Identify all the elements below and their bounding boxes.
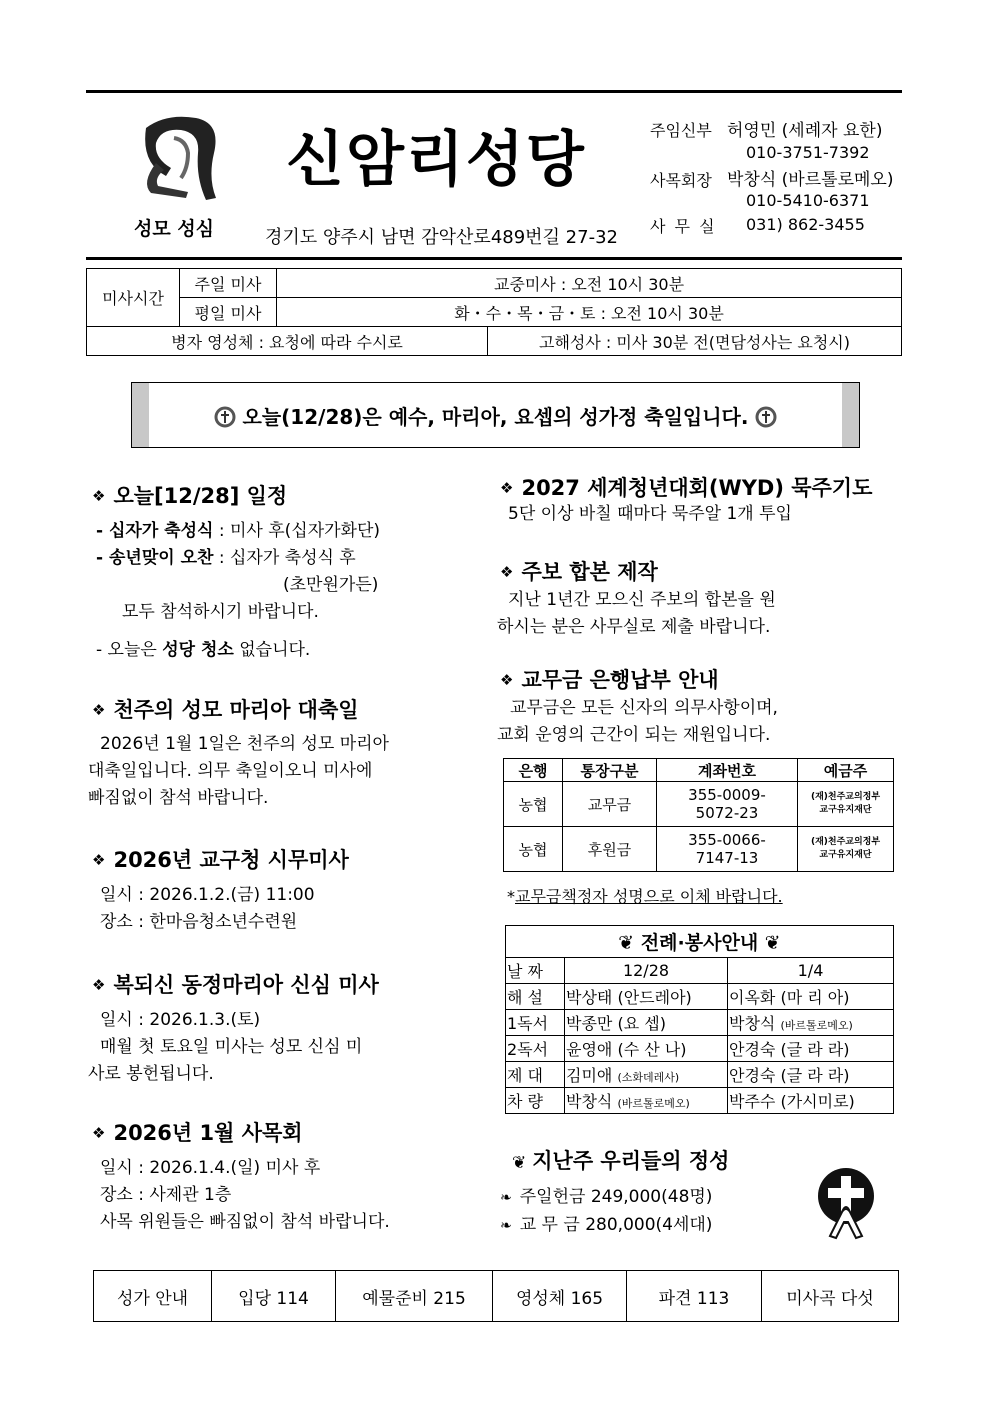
table-row: 차 량 박창식 (바르톨로메오) 박주수 (가시미로) (506, 1088, 894, 1114)
weekday-mass-value: 화・수・목・금・토 : 오전 10시 30분 (277, 298, 902, 327)
confession-info: 고해성사 : 미사 30분 전(면담성사는 요청시) (488, 327, 902, 356)
cross-medallion-icon (214, 406, 236, 428)
weekday-mass-label: 평일 미사 (180, 298, 277, 327)
council-meeting-line2: 장소 : 사제관 1층 (100, 1185, 232, 1205)
section-heading-bulletin-book: ❖ 주보 합본 제작 (500, 560, 658, 584)
bank-account-table (503, 758, 894, 872)
council-meeting-line1: 일시 : 2026.1.4.(일) 미사 후 (100, 1158, 321, 1178)
banner-text: 오늘(12/28)은 예수, 마리아, 요셉의 성가정 축일입니다. (242, 405, 749, 429)
today-line5: - 오늘은 성당 청소 없습니다. (96, 640, 311, 660)
hymn-mass-setting: 미사곡 다섯 (762, 1271, 899, 1322)
solemnity-line1: 2026년 1월 1일은 천주의 성모 마리아 (100, 734, 389, 754)
diamond-bullet-icon: ❖ (92, 701, 106, 719)
section-heading-council-meeting: ❖ 2026년 1월 사목회 (92, 1121, 303, 1145)
emblem-caption: 성모 성심 (134, 218, 215, 240)
liturgy-heading: ❦ 전례·봉사안내 ❦ (506, 926, 894, 958)
header-rule (86, 257, 902, 260)
diamond-bullet-icon: ❖ (92, 851, 106, 869)
diamond-bullet-icon: ❖ (500, 563, 514, 581)
liturgy-date-1: 12/28 (565, 958, 728, 984)
section-heading-first-saturday: ❖ 복되신 동정마리아 신심 미사 (92, 973, 379, 997)
sacred-heart-emblem (126, 108, 226, 208)
table-row: 해 설 박상태 (안드레아) 이옥화 (마 리 아) (506, 984, 894, 1010)
hymn-entrance: 입당 114 (212, 1271, 336, 1322)
fleuron-icon: ❦ (618, 932, 635, 954)
council-name: 박창식 (바르톨로메오) (727, 170, 894, 190)
bank-name: 농협 (504, 782, 563, 827)
leaf-bullet-icon: ❧ (500, 1190, 512, 1206)
table-row (504, 782, 894, 827)
bank-header-account: 계좌번호 (657, 759, 798, 782)
mass-schedule-table (86, 268, 902, 356)
table-row (504, 827, 894, 872)
fleuron-icon: ❦ (512, 1153, 527, 1173)
table-row: 1독서 박종만 (요 셉) 박창식 (바르톨로메오) (506, 1010, 894, 1036)
pastor-name: 허영민 (세례자 요한) (727, 121, 883, 141)
today-line1: - 십자가 축성식 : 미사 후(십자가화단) (96, 521, 381, 541)
council-phone: 010-5410-6371 (746, 191, 870, 210)
account-type: 교무금 (563, 782, 657, 827)
account-number: 355-0066- 7147-13 (657, 827, 798, 872)
section-heading-diocese: ❖ 2026년 교구청 시무미사 (92, 848, 349, 872)
bank-header-bank: 은행 (504, 759, 563, 782)
table-row: 2독서 윤영애 (수 산 나) 안경숙 (글 라 라) (506, 1036, 894, 1062)
first-saturday-line3: 사로 봉헌됩니다. (88, 1064, 214, 1084)
diocese-line2: 장소 : 한마음청소년수련원 (100, 912, 298, 932)
diamond-bullet-icon: ❖ (92, 976, 106, 994)
feast-banner (131, 382, 860, 448)
mass-time-label: 미사시간 (87, 269, 180, 327)
bank-header-holder: 예금주 (798, 759, 894, 782)
parish-title: 신암리성당 (286, 125, 586, 195)
hymn-dismissal: 파견 113 (627, 1271, 762, 1322)
bank-name: 농협 (504, 827, 563, 872)
account-holder: (재)천주교의정부 교구유지재단 (798, 782, 894, 827)
bulletin-book-line1: 지난 1년간 모으신 주보의 합본을 원 (508, 590, 776, 610)
offering-line2: ❧ 교 무 금 280,000(4세대) (500, 1215, 713, 1235)
council-label: 사목회장 (650, 171, 712, 190)
sunday-mass-value: 교중미사 : 오전 10시 30분 (277, 269, 902, 298)
bank-header-type: 통장구분 (563, 759, 657, 782)
first-saturday-line2: 매월 첫 토요일 미사는 성모 신심 미 (100, 1037, 363, 1057)
dues-line1: 교무금은 모든 신자의 의무사항이며, (510, 698, 778, 718)
hymn-label: 성가 안내 (94, 1271, 212, 1322)
bulletin-book-line2: 하시는 분은 사무실로 제출 바랍니다. (497, 617, 771, 637)
diamond-bullet-icon: ❖ (500, 479, 514, 497)
office-label: 사 무 실 (650, 217, 717, 236)
hymn-offertory: 예물준비 215 (336, 1271, 493, 1322)
banner-text-row (132, 401, 859, 430)
section-heading-dues: ❖ 교무금 은행납부 안내 (500, 668, 719, 692)
section-heading-solemnity: ❖ 천주의 성모 마리아 대축일 (92, 698, 359, 722)
parish-address: 경기도 양주시 남면 감악산로489번길 27-32 (265, 227, 618, 248)
first-saturday-line1: 일시 : 2026.1.3.(토) (100, 1010, 261, 1030)
today-line4: 모두 참석하시기 바랍니다. (122, 602, 319, 622)
diamond-bullet-icon: ❖ (92, 487, 106, 505)
hymn-guide-table (93, 1270, 899, 1322)
office-phone: 031) 862-3455 (746, 215, 865, 234)
hymn-communion: 영성체 165 (493, 1271, 627, 1322)
liturgy-date-2: 1/4 (728, 958, 894, 984)
today-line3: (초만원가든) (283, 575, 379, 595)
section-heading-offering: ❦ 지난주 우리들의 정성 (512, 1149, 730, 1173)
liturgy-service-table (505, 925, 894, 1114)
account-type: 후원금 (563, 827, 657, 872)
offering-line1: ❧ 주일헌금 249,000(48명) (500, 1187, 713, 1207)
section-heading-today: ❖ 오늘[12/28] 일정 (92, 484, 288, 508)
dues-note: *교무금책정자 성명으로 이체 바랍니다. (507, 887, 783, 906)
liturgy-date-label: 날 짜 (506, 958, 565, 984)
diamond-bullet-icon: ❖ (92, 1124, 106, 1142)
diocese-line1: 일시 : 2026.1.2.(금) 11:00 (100, 885, 315, 905)
diamond-bullet-icon: ❖ (500, 671, 514, 689)
fleuron-icon: ❦ (764, 932, 781, 954)
leaf-bullet-icon: ❧ (500, 1218, 512, 1234)
praying-hands-cross-icon (812, 1166, 884, 1242)
solemnity-line3: 빠짐없이 참석 바랍니다. (88, 788, 269, 808)
dues-line2: 교회 운영의 근간이 되는 재원입니다. (497, 725, 771, 745)
council-meeting-line3: 사목 위원들은 빠짐없이 참석 바랍니다. (100, 1212, 390, 1232)
sick-communion: 병자 영성체 : 요청에 따라 수시로 (87, 327, 488, 356)
today-line2: - 송년맞이 오찬 : 십자가 축성식 후 (96, 548, 356, 568)
section-heading-wyd: ❖ 2027 세계청년대회(WYD) 묵주기도 (500, 476, 873, 500)
account-number: 355-0009- 5072-23 (657, 782, 798, 827)
pastor-label: 주임신부 (650, 121, 712, 140)
solemnity-line2: 대축일입니다. 의무 축일이오니 미사에 (88, 761, 373, 781)
sunday-mass-label: 주일 미사 (180, 269, 277, 298)
wyd-line1: 5단 이상 바칠 때마다 묵주알 1개 투입 (508, 504, 792, 524)
cross-medallion-icon (755, 406, 777, 428)
account-holder: (재)천주교의정부 교구유지재단 (798, 827, 894, 872)
table-row: 제 대 김미애 (소화데레사) 안경숙 (글 라 라) (506, 1062, 894, 1088)
pastor-phone: 010-3751-7392 (746, 143, 870, 162)
top-rule (86, 90, 902, 93)
